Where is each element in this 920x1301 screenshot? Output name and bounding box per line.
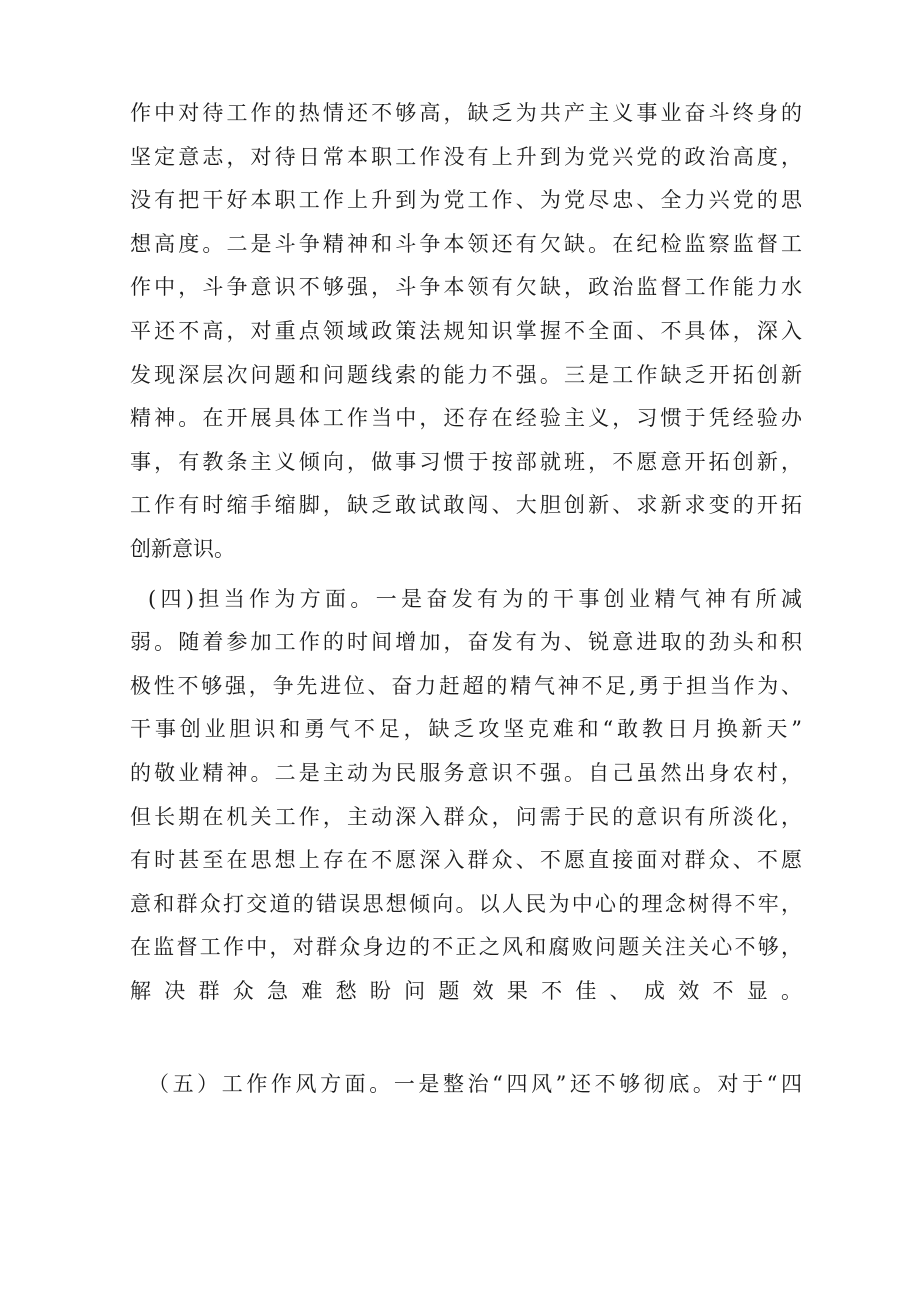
text-line: 精神。在开展具体工作当中，还存在经验主义，习惯于凭经验办: [130, 406, 802, 431]
section-heading-line: (四)担当作为方面。一是奋发有为的干事创业精气神有所减: [148, 586, 802, 611]
text-line: 极性不够强，争先进位、奋力赶超的精气神不足,勇于担当作为、: [130, 673, 802, 698]
text-line: 想高度。二是斗争精神和斗争本领还有欠缺。在纪检监察监督工: [130, 231, 802, 256]
text-line: 有时甚至在思想上存在不愿深入群众、不愿直接面对群众、不愿: [130, 848, 802, 873]
text-line: 工作有时缩手缩脚，缺乏敢试敢闯、大胆创新、求新求变的开拓: [130, 493, 802, 518]
text-line: 意和群众打交道的错误思想倾向。以人民为中心的理念树得不牢，: [130, 891, 802, 916]
paragraph-continued: [130, 92, 802, 572]
text-line: 解决群众急难愁盼问题效果不佳、成效不显。: [130, 978, 802, 1003]
text-line: 没有把干好本职工作上升到为党工作、为党尽忠、全力兴党的思: [130, 188, 802, 213]
section-heading-line: （五）工作作风方面。一是整治“四风”还不够彻底。对于“四: [148, 1072, 802, 1097]
text-line: 在监督工作中，对群众身边的不正之风和腐败问题关注关心不够，: [130, 935, 802, 960]
text-line: 作中，斗争意识不够强，斗争本领有欠缺，政治监督工作能力水: [130, 275, 802, 300]
text-line: 事，有教条主义倾向，做事习惯于按部就班，不愿意开拓创新，: [130, 449, 802, 474]
document-body: [130, 92, 802, 1107]
text-line: 弱。随着参加工作的时间增加，奋发有为、锐意进取的劲头和积: [130, 630, 802, 655]
text-line: 创新意识。: [130, 536, 235, 561]
paragraph-section-five: [130, 1063, 802, 1107]
text-line: 的敬业精神。二是主动为民服务意识不强。自己虽然出身农村，: [130, 760, 802, 785]
paragraph-section-four: [130, 578, 802, 1058]
text-line: [130, 1013, 802, 1057]
text-line: 坚定意志，对待日常本职工作没有上升到为党兴党的政治高度，: [130, 144, 802, 169]
text-line: 干事创业胆识和勇气不足，缺乏攻坚克难和“敢教日月换新天”: [130, 717, 802, 742]
text-line: 平还不高，对重点领域政策法规知识掌握不全面、不具体，深入: [130, 318, 802, 343]
text-line: 作中对待工作的热情还不够高，缺乏为共产主义事业奋斗终身的: [130, 101, 802, 125]
text-line: 但长期在机关工作，主动深入群众，问需于民的意识有所淡化，: [130, 804, 802, 829]
text-line: 发现深层次问题和问题线索的能力不强。三是工作缺乏开拓创新: [130, 362, 802, 387]
